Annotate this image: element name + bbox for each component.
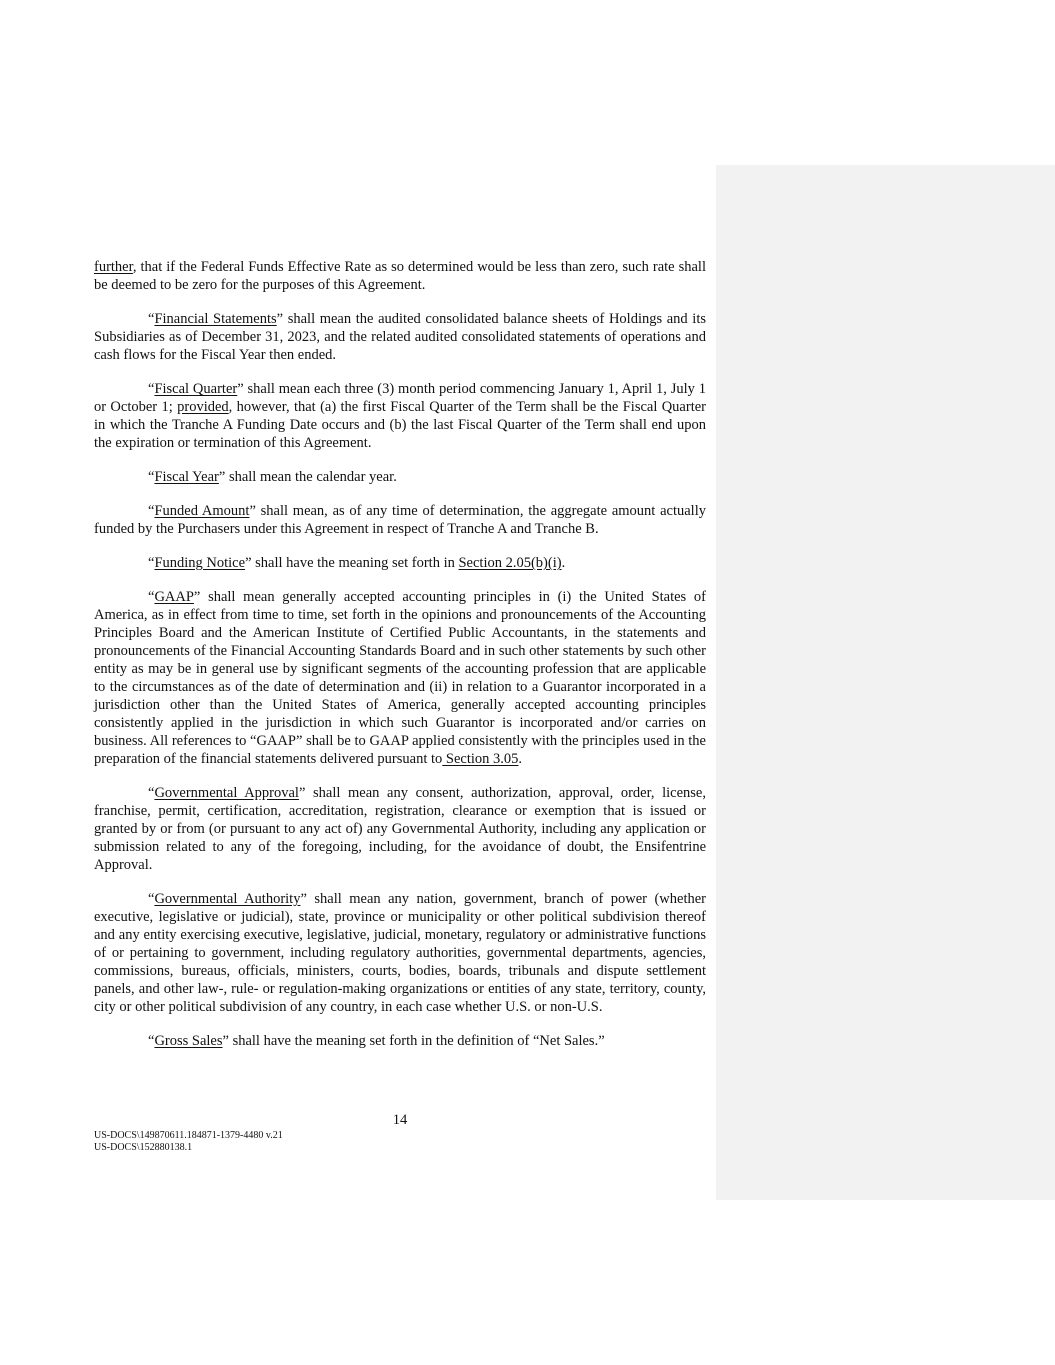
definition-governmental-approval	[94, 784, 706, 874]
page-number: 14	[392, 1112, 408, 1128]
definition-gross-sales	[94, 1032, 706, 1050]
defined-term: Gross Sales	[154, 1033, 223, 1049]
definition-text: ” shall mean each three (3) month period commencing January 1, April 1, July 1 or October 1;	[94, 381, 706, 415]
open-quote: “	[148, 1033, 155, 1049]
defined-term: Funding Notice	[154, 555, 246, 571]
definition-text: .	[561, 555, 566, 571]
definition-text: .	[518, 751, 523, 767]
document-body	[94, 258, 706, 1066]
paragraph-federal-funds-continuation	[94, 258, 706, 294]
definition-text: , however, that (a) the first Fiscal Quarter of the Term shall be the Fiscal Quarter in which the Tranche A Funding Date occurs and (b) the last Fiscal Quarter of the Term shall end upon the expiration or termination of this Agreement.	[94, 399, 706, 451]
open-quote: “	[148, 785, 155, 801]
defined-term: Funded Amount	[154, 503, 250, 519]
definition-fiscal-year	[94, 468, 706, 486]
open-quote: “	[148, 469, 155, 485]
defined-term: Governmental Approval	[154, 785, 299, 801]
definition-text: ” shall mean any consent, authorization, approval, order, license, franchise, permit, certification, accreditation, registration, clearance or exemption that is issued or granted by or from (or pursuant to any act of) any Governmental Authority, including any application or submission related to any of the foregoing, including, for the avoidance of doubt, the Ensifentrine Approval.	[94, 785, 706, 873]
term-provided: provided	[177, 399, 229, 415]
definition-text: ” shall have the meaning set forth in	[245, 555, 459, 571]
definition-text: ” shall mean the audited consolidated balance sheets of Holdings and its Subsidiaries as of December 31, 2023, and the related audited consolidated statements of operations and cash flows for the Fiscal Year then ended.	[94, 311, 706, 363]
open-quote: “	[148, 311, 155, 327]
open-quote: “	[148, 589, 155, 605]
defined-term: Governmental Authority	[154, 891, 301, 907]
open-quote: “	[148, 381, 155, 397]
open-quote: “	[148, 891, 155, 907]
defined-term: Financial Statements	[154, 311, 277, 327]
definition-text: ” shall mean generally accepted accounting principles in (i) the United States of America, as in effect from time to time, set forth in the opinions and pronouncements of the Accounting Principles Board and the American Institute of Certified Public Accountants, in the statements and pronouncements of the Financial Accounting Standards Board and in such other statements by such other entity as may be in general use by significant segments of the accounting profession that are applicable to the circumstances as of the date of determination and (ii) in relation to a Guarantor incorporated in a jurisdiction other than the United States of America, generally accepted accounting principles consistently applied in the jurisdiction in which such Guarantor is incorporated and/or carries on business. All references to “GAAP” shall be to GAAP applied consistently with the principles used in the preparation of the financial statements delivered pursuant to	[94, 589, 706, 767]
definition-fiscal-quarter	[94, 380, 706, 452]
comment-margin-pane	[716, 165, 1055, 1200]
definition-text: ” shall mean, as of any time of determination, the aggregate amount actually funded by the Purchasers under this Agreement in respect of Tranche A and Tranche B.	[94, 503, 706, 537]
paragraph-text: , that if the Federal Funds Effective Rate as so determined would be less than zero, such rate shall be deemed to be zero for the purposes of this Agreement.	[94, 259, 706, 293]
definition-funded-amount	[94, 502, 706, 538]
definition-funding-notice	[94, 554, 706, 572]
term-further: further	[94, 259, 133, 275]
document-id-line: US-DOCS\152880138.1	[94, 1142, 193, 1153]
definition-text: ” shall have the meaning set forth in the definition of “Net Sales.”	[222, 1033, 605, 1049]
defined-term: GAAP	[154, 589, 194, 605]
document-id-footer	[94, 1130, 283, 1154]
section-reference-link[interactable]: Section 2.05(b)(i)	[458, 555, 562, 571]
definition-gaap	[94, 588, 706, 768]
definition-text: ” shall mean any nation, government, branch of power (whether executive, legislative or judicial), state, province or municipality or other political subdivision thereof and any entity exercising executive, legislative, judicial, monetary, regulatory or administrative functions of or pertaining to government, including regulatory authorities, governmental departments, agencies, commissions, bureaus, officials, ministers, courts, bodies, boards, tribunals and dispute settlement panels, and other law-, rule- or regulation-making organizations or entities of any state, territory, county, city or other political subdivision of any country, in each case whether U.S. or non-U.S.	[94, 891, 706, 1015]
open-quote: “	[148, 503, 155, 519]
defined-term: Fiscal Year	[154, 469, 219, 485]
document-id-line: US-DOCS\149870611.184871-1379-4480 v.21	[94, 1130, 283, 1141]
definition-text: ” shall mean the calendar year.	[218, 469, 397, 485]
open-quote: “	[148, 555, 155, 571]
definition-financial-statements	[94, 310, 706, 364]
section-reference-link[interactable]: Section 3.05	[442, 751, 519, 767]
definition-governmental-authority	[94, 890, 706, 1016]
defined-term: Fiscal Quarter	[154, 381, 238, 397]
